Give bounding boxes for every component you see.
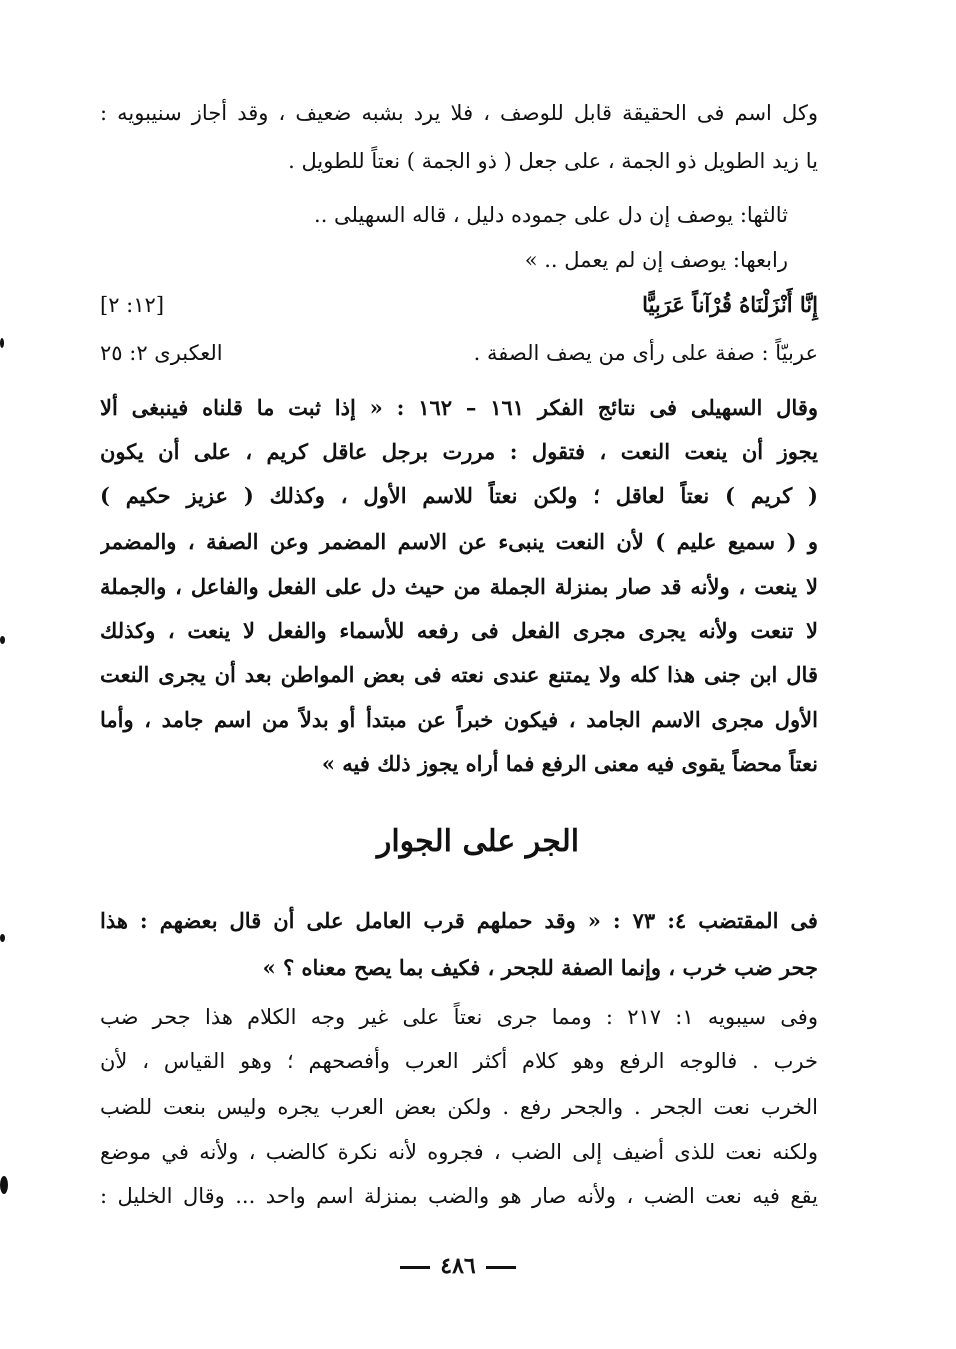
text-line: خرب . فالوجه الرفع وهو كلام أكثر العرب وأفصحهم ؛ وهو القياس ، لأن (100, 1049, 818, 1073)
scan-mark (0, 934, 5, 942)
text-line: قال ابن جنى هذا كله ولا يمتنع عندى نعته فى بعض المواطن بعد أن يجرى النعت (100, 662, 818, 687)
text-line: فى المقتضب ٤: ٧٣ : « وقد حملهم قرب العامل على أن قال بعضهم : هذا (100, 908, 818, 933)
scan-mark (0, 1176, 8, 1194)
text-line: نعتاً محضاً يقوى فيه معنى الرفع فما أراه يجوز ذلك فيه » (321, 751, 818, 776)
text-line: و ( سميع عليم ) لأن النعت ينبىء عن الاسم المضمر وعن الصفة ، والمضمر (100, 529, 818, 554)
scan-mark (0, 338, 4, 348)
section-heading: الجر على الجوار (376, 824, 580, 859)
commentary-reference: العكبرى ٢: ٢٥ (100, 341, 223, 365)
text-line: رابعها: يوصف إن لم يعمل .. » (524, 248, 788, 272)
commentary-text: عربيّاً : صفة على رأى من يصف الصفة . (473, 341, 818, 365)
text-line: وكل اسم فى الحقيقة قابل للوصف ، فلا يرد بشبه ضعيف ، وقد أجاز سنيبويه : (100, 101, 818, 125)
page-number-dash-icon (486, 1266, 516, 1269)
text-line: يقع فيه نعت الضب ، ولأنه صار هو والضب بمنزلة اسم واحد ... وقال الخليل : (100, 1184, 818, 1208)
quran-verse: إِنَّا أَنْزَلْنَاهُ قُرْآناً عَرَبِيًّا (642, 292, 818, 317)
text-line: ثالثها: يوصف إن دل على جموده دليل ، قاله السهيلى .. (314, 203, 788, 227)
text-line: جحر ضب خرب ، وإنما الصفة للجحر ، فكيف بما يصح معناه ؟ » (262, 955, 818, 980)
page-number-dash-icon (400, 1266, 430, 1269)
text-line: ولكنه نعت للذى أضيف إلى الضب ، فجروه لأنه نكرة كالضب ، ولأنه في موضع (100, 1140, 818, 1164)
text-line: يا زيد الطويل ذو الجمة ، على جعل ( ذو الجمة ) نعتاً للطويل . (288, 149, 818, 173)
text-line: لا تنعت ولأنه يجرى مجرى الفعل فى رفعه للأسماء والفعل لا ينعت ، وكذلك (100, 618, 818, 643)
quran-verse-line (100, 290, 818, 320)
commentary-line (100, 338, 818, 368)
text-line: ( كريم ) نعتاً لعاقل ؛ ولكن نعتاً للاسم الأول ، وكذلك ( عزيز حكيم ) (100, 483, 818, 508)
text-line: وقال السهيلى فى نتائج الفكر ١٦١ – ١٦٢ : « إذا ثبت ما قلناه فينبغى ألا (100, 395, 818, 420)
text-line: الخرب نعت الجحر . والجحر رفع . ولكن بعض العرب يجره وليس بنعت للضب (100, 1095, 818, 1119)
text-line: لا ينعت ، ولأنه قد صار بمنزلة الجملة من حيث دل على الفعل والفاعل ، والجملة (100, 574, 818, 599)
text-line: وفى سيبويه ١: ٢١٧ : ومما جرى نعتاً على غير وجه الكلام هذا جحر ضب (100, 1005, 818, 1029)
scan-mark (0, 636, 5, 644)
verse-reference: [١٢: ٢] (100, 293, 165, 317)
page-number (0, 1248, 916, 1284)
page-number-value: ٤٨٦ (440, 1253, 476, 1279)
text-line: الأول مجرى الاسم الجامد ، فيكون خبراً عن مبتدأ أو بدلاً من اسم جامد ، وأما (100, 707, 818, 732)
text-line: يجوز أن ينعت النعت ، فتقول : مررت برجل عاقل كريم ، على أن يكون (100, 439, 818, 464)
